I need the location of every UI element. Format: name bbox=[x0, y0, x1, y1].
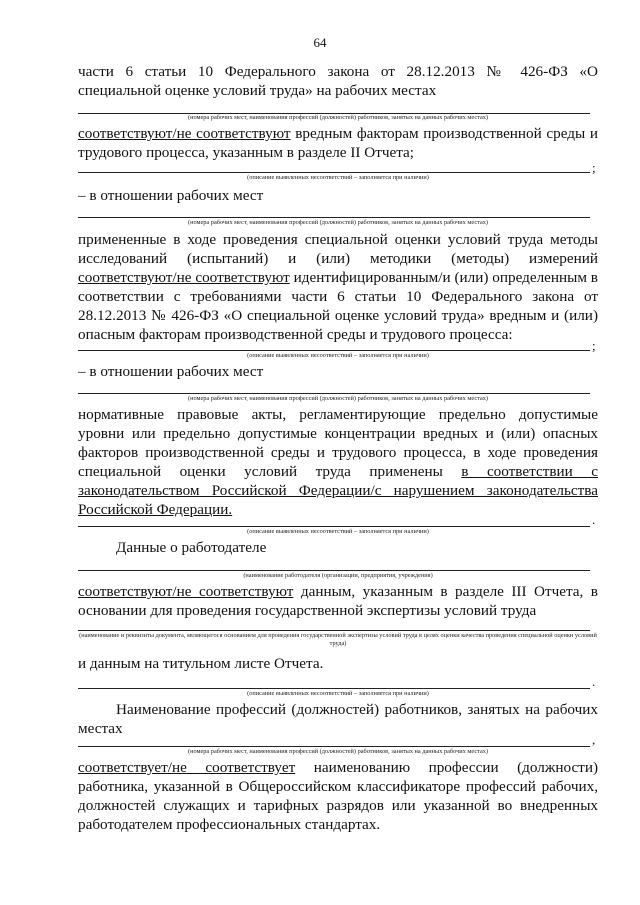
employer-heading: Данные о работодателе bbox=[116, 539, 267, 556]
fill-line bbox=[78, 172, 590, 173]
note-workplaces: (номера рабочих мест, наименования профессий (должностей) работников, занятых на данных рабочих местах) bbox=[188, 748, 488, 755]
paragraph-4 bbox=[78, 405, 598, 519]
paragraph-7 bbox=[78, 758, 598, 834]
comply-option: соответствуют/не соответствуют bbox=[78, 125, 291, 142]
paragraph-3 bbox=[78, 230, 598, 344]
fill-line bbox=[78, 393, 590, 394]
paragraph-3-lead: примененные в ходе проведения специальной оценки условий труда методы исследований (испытаний) и (или) методики (методы) измерений bbox=[78, 231, 598, 267]
note-workplaces: (номера рабочих мест, наименования профессий (должностей) работников, занятых на данных рабочих местах) bbox=[188, 395, 488, 402]
note-discrepancies: (описание выявленных несоответствий – заполняется при наличии) bbox=[247, 174, 429, 181]
profession-heading: Наименование профессий (должностей) работников, занятых на рабочих местах bbox=[78, 701, 598, 737]
note-discrepancies: (описание выявленных несоответствий – заполняется при наличии) bbox=[247, 690, 429, 697]
paragraph-6: и данным на титульном листе Отчета. bbox=[78, 655, 324, 672]
paragraph-3-text: идентифицированным/и (или) определенным в соответствии с требованиями части 6 статьи 10 Федерального закона от 28.12.2013 № 426-ФЗ «О специальной оценке условий труда» вредным и (или) опасным факторам производственной среды и трудового процесса: bbox=[78, 269, 598, 343]
note-document: (наименование и реквизиты документа, являющегося основанием для проведения государственной экспертизы условий труда в целях оценки качества проведения специальной оценки условий труда) bbox=[79, 632, 597, 647]
workplaces-intro: – в отношении рабочих мест bbox=[78, 363, 264, 380]
note-workplaces: (номера рабочих мест, наименования профессий (должностей) работников, занятых на данных рабочих местах) bbox=[188, 219, 488, 226]
page-number: 64 bbox=[313, 35, 327, 50]
paragraph-5-text: данным, указанным в разделе III Отчета, в основании для проведения государственной экспертизы условий труда bbox=[78, 583, 598, 619]
fill-line bbox=[78, 217, 590, 218]
note-employer: (наименование работодателя (организации, предприятия, учреждения) bbox=[243, 572, 433, 579]
period-mark: . bbox=[592, 512, 596, 527]
paragraph-2 bbox=[78, 124, 598, 162]
period-mark: . bbox=[592, 674, 596, 689]
note-workplaces: (номера рабочих мест, наименования профессий (должностей) работников, занятых на данных рабочих местах) bbox=[188, 114, 488, 121]
paragraph-5 bbox=[78, 582, 598, 620]
workplaces-intro: – в отношении рабочих мест bbox=[78, 187, 264, 204]
fill-line bbox=[78, 630, 590, 631]
fill-line bbox=[78, 350, 590, 351]
fill-line bbox=[78, 570, 590, 571]
comma-mark: , bbox=[592, 732, 596, 747]
fill-line bbox=[78, 746, 590, 747]
fill-line bbox=[78, 526, 590, 527]
paragraph-4-lead: нормативные правовые акты, регламентирующие предельно допустимые уровни или предельно допустимые концентрации вредных и (или) опасных факторов производственной среды и трудового процесса, в ходе проведения специальной оценки условий труда применены bbox=[78, 406, 598, 480]
paragraph-7-text: наименованию профессии (должности) работника, указанной в Общероссийском классификаторе профессий рабочих, должностей служащих и тарифных разрядов или указанной во внедренных работодателем профессиональных стандартах. bbox=[78, 759, 599, 833]
comply-option: соответствуют/не соответствуют bbox=[78, 583, 294, 600]
comply-option: соответствуют/не соответствуют bbox=[78, 269, 290, 286]
paragraph-1: части 6 статьи 10 Федерального закона от 28.12.2013 № 426-ФЗ «О специальной оценке условий труда» на рабочих местах bbox=[78, 63, 598, 99]
note-discrepancies: (описание выявленных несоответствий – заполняется при наличии) bbox=[247, 528, 429, 535]
fill-line bbox=[78, 688, 590, 689]
semicolon-mark: ; bbox=[592, 160, 596, 175]
note-discrepancies: (описание выявленных несоответствий – заполняется при наличии) bbox=[247, 352, 429, 359]
legislation-option: в соответствии с законодательством Российской Федерации/с нарушением законодательства Российской Федерации. bbox=[78, 463, 598, 518]
comply-option: соответствует/не соответствует bbox=[78, 759, 296, 776]
paragraph-2-text: вредным факторам производственной среды и трудового процесса, указанным в разделе II Отчета; bbox=[78, 125, 598, 161]
semicolon-mark: ; bbox=[592, 338, 596, 353]
